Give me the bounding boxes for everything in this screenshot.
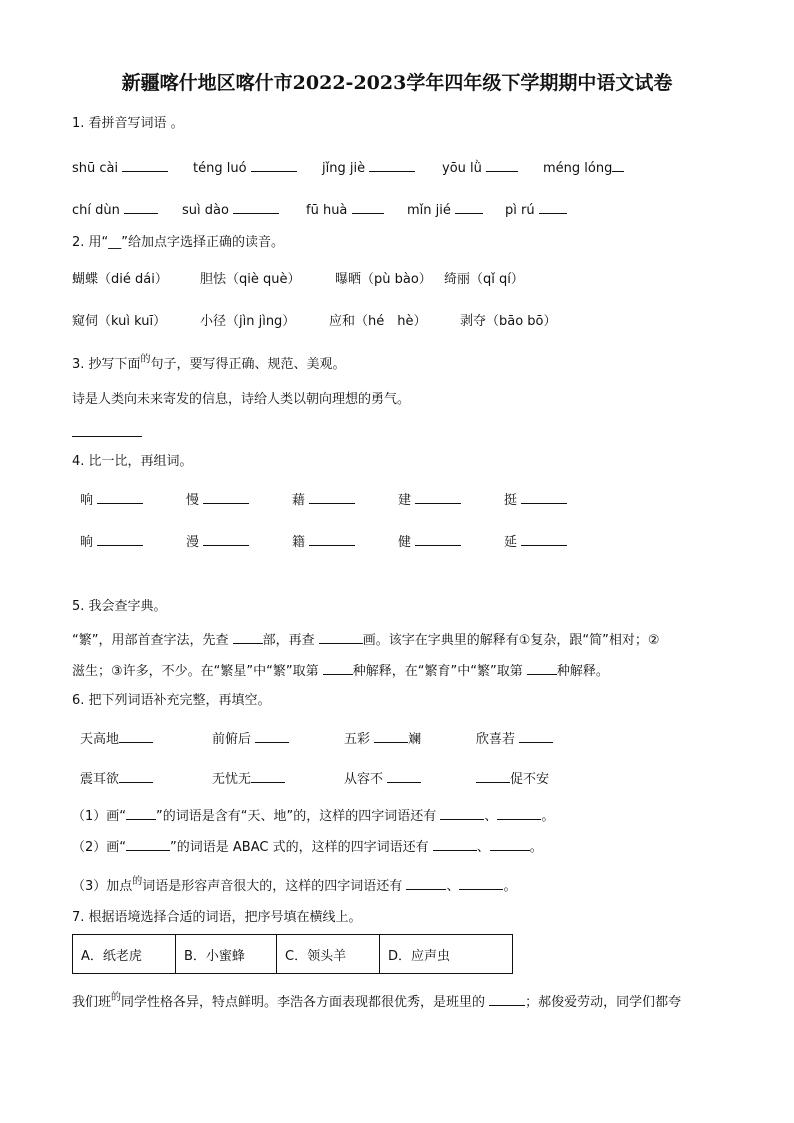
answer-blank[interactable] [490, 836, 530, 851]
answer-blank[interactable] [415, 531, 461, 546]
answer-blank[interactable] [119, 768, 153, 783]
answer-blank[interactable] [455, 199, 483, 214]
option-b[interactable]: B．小蜜蜂 [176, 935, 277, 974]
compare-item [80, 531, 143, 552]
pinyin-item [543, 157, 624, 178]
q2-label: 2. 用“__”给加点字选择正确的读音。 [72, 235, 285, 250]
pinyin-item [505, 199, 567, 220]
answer-blank[interactable] [459, 875, 503, 890]
reading-option[interactable]: 胆怯（qiè què） [200, 272, 301, 287]
q5-line-2 [72, 660, 609, 681]
q6-text: 词语是形容声音很大的，这样的四字词语还有 [142, 879, 403, 894]
q5-text: 种解释，在“繁育”中“繁”取第 [352, 664, 523, 679]
exam-title: 新疆喀什地区喀什市2022-2023学年四年级下学期期中语文试卷 [121, 72, 673, 94]
reading-option[interactable]: 应和（hé hè） [329, 314, 427, 329]
answer-blank[interactable] [233, 199, 279, 214]
option-c[interactable]: C．领头羊 [277, 935, 380, 974]
answer-blank[interactable] [97, 531, 143, 546]
idiom-item [344, 728, 421, 749]
reading-option[interactable]: 曝晒（pù bào） [335, 272, 432, 287]
idiom-text: 欣喜若 [476, 732, 516, 747]
idiom-text: 震耳欲 [80, 772, 120, 787]
q7-passage [72, 991, 681, 1013]
idiom-text: 从容不 [344, 772, 384, 787]
answer-blank[interactable] [433, 836, 477, 851]
compare-item [398, 531, 461, 552]
char: 健 [398, 535, 412, 550]
idiom-text: 斓 [408, 732, 422, 747]
answer-blank[interactable] [521, 531, 567, 546]
answer-blank[interactable] [406, 875, 446, 890]
q7-de: 的 [111, 992, 122, 1003]
reading-option[interactable]: 蝴蝶（dié dái） [72, 272, 168, 287]
answer-blank[interactable] [251, 768, 285, 783]
q6-text: 。 [529, 840, 543, 855]
q6-text: （1）画“ [72, 809, 127, 824]
q6-text: 、 [476, 840, 490, 855]
q4-label: 4. 比一比，再组词。 [72, 454, 193, 469]
answer-blank[interactable] [415, 489, 461, 504]
q3-label-text: 句子，要写得正确、规范、美观。 [150, 357, 346, 372]
compare-item [398, 489, 461, 510]
compare-item [504, 531, 567, 552]
answer-blank[interactable] [233, 629, 263, 644]
pinyin-text: méng lóng [543, 161, 613, 176]
pinyin-item [322, 157, 415, 178]
reading-option[interactable]: 窥伺（kuì kuī） [72, 314, 167, 329]
q6-sub-3 [72, 875, 516, 897]
answer-blank[interactable] [251, 157, 297, 172]
answer-blank[interactable] [440, 805, 484, 820]
char: 慢 [186, 493, 200, 508]
answer-blank[interactable] [203, 489, 249, 504]
char: 漫 [186, 535, 200, 550]
char: 挺 [504, 493, 518, 508]
answer-blank[interactable] [486, 157, 518, 172]
char: 藉 [292, 493, 306, 508]
idiom-item [212, 768, 285, 789]
pinyin-item [72, 157, 168, 178]
compare-item [80, 489, 143, 510]
pinyin-text: chí dùn [72, 203, 120, 218]
idiom-item [344, 768, 421, 789]
pinyin-text: pì rú [505, 203, 535, 218]
pinyin-text: yōu lǜ [442, 161, 482, 176]
option-a[interactable]: A．纸老虎 [73, 935, 176, 974]
answer-blank[interactable] [352, 199, 384, 214]
copy-answer-line[interactable] [72, 436, 142, 437]
q5-text: 滋生；③许多，不少。在“繁星”中“繁”取第 [72, 664, 319, 679]
idiom-text: 促不安 [510, 772, 550, 787]
compare-item [292, 489, 355, 510]
compare-item [186, 489, 249, 510]
pinyin-item [442, 157, 518, 178]
idiom-item [80, 728, 153, 749]
reading-option[interactable]: 小径（jìn jìng） [200, 314, 296, 329]
q3-label [72, 356, 346, 375]
q3-sentence: 诗是人类向未来寄发的信息，诗给人类以朝向理想的勇气。 [72, 392, 411, 407]
idiom-text: 五彩 [344, 732, 371, 747]
answer-blank[interactable] [309, 531, 355, 546]
answer-blank[interactable] [309, 489, 355, 504]
pinyin-item [72, 199, 158, 220]
q6-text: 、 [484, 809, 498, 824]
pinyin-text: fū huà [306, 203, 348, 218]
char: 建 [398, 493, 412, 508]
answer-blank[interactable] [527, 660, 557, 675]
pinyin-text: shū cài [72, 161, 119, 176]
q6-text: 。 [541, 809, 555, 824]
q6-text: ”的词语是含有“天、地”的，这样的四字词语还有 [156, 809, 437, 824]
options-table [72, 934, 513, 974]
pinyin-item [182, 199, 279, 220]
q1-label: 1. 看拼音写词语 。 [72, 116, 184, 131]
pinyin-text: mǐn jié [407, 203, 451, 218]
compare-item [292, 531, 355, 552]
compare-item [186, 531, 249, 552]
q5-text: 画。该字在字典里的解释有①复杂，跟“简”相对；② [362, 633, 660, 648]
char: 晌 [80, 535, 94, 550]
answer-blank[interactable] [124, 199, 158, 214]
q5-line-1 [72, 629, 660, 650]
pinyin-item [407, 199, 483, 220]
char: 籍 [292, 535, 306, 550]
q6-sub-2 [72, 836, 543, 857]
answer-blank[interactable] [119, 728, 153, 743]
pinyin-text: suì dào [182, 203, 229, 218]
answer-blank[interactable] [369, 157, 415, 172]
q7-text: 同学性格各异，特点鲜明。李浩各方面表现都很优秀，是班里的 [121, 995, 486, 1010]
q5-text: 种解释。 [556, 664, 609, 679]
idiom-text: 天高地 [80, 732, 120, 747]
q5-label: 5. 我会查字典。 [72, 599, 167, 614]
idiom-item [80, 768, 153, 789]
pinyin-item [306, 199, 384, 220]
idiom-item [212, 728, 289, 749]
pinyin-text: téng luó [193, 161, 247, 176]
reading-option[interactable]: 绮丽（qǐ qí） [444, 272, 524, 287]
q6-sub-1 [72, 805, 554, 826]
q6-de: 的 [132, 876, 143, 887]
answer-blank[interactable] [612, 157, 624, 172]
answer-blank[interactable] [97, 489, 143, 504]
answer-blank[interactable] [387, 768, 421, 783]
answer-blank[interactable] [319, 629, 363, 644]
q5-text: 部，再查 [262, 633, 315, 648]
answer-blank[interactable] [122, 157, 168, 172]
q7-label: 7. 根据语境选择合适的词语，把序号填在横线上。 [72, 910, 362, 925]
answer-blank[interactable] [203, 531, 249, 546]
answer-blank[interactable] [476, 768, 510, 783]
q5-text: “繁”，用部首查字法，先查 [72, 633, 229, 648]
q6-text: （3）加点 [72, 879, 133, 894]
q3-label-de: 的 [140, 354, 151, 365]
q7-text: ；郝俊爱劳动，同学们都夸 [525, 995, 682, 1010]
pinyin-text: jǐng jiè [322, 161, 366, 176]
q3-label-text: 3. 抄写下面 [72, 357, 141, 372]
answer-blank[interactable] [539, 199, 567, 214]
answer-blank[interactable] [255, 728, 289, 743]
char: 响 [80, 493, 94, 508]
underline-sample [126, 836, 170, 851]
answer-blank[interactable] [521, 489, 567, 504]
char: 延 [504, 535, 518, 550]
q7-text: 我们班 [72, 995, 112, 1010]
idiom-text: 无忧无 [212, 772, 252, 787]
reading-option[interactable]: 剥夺（bāo bō） [460, 314, 557, 329]
idiom-text: 前俯后 [212, 732, 252, 747]
q6-label: 6. 把下列词语补充完整，再填空。 [72, 693, 271, 708]
q6-text: （2）画“ [72, 840, 127, 855]
idiom-item [476, 768, 549, 789]
answer-blank[interactable] [374, 728, 408, 743]
underline-sample [126, 805, 156, 820]
answer-blank[interactable] [489, 991, 525, 1006]
option-d[interactable]: D．应声虫 [380, 935, 513, 974]
answer-blank[interactable] [519, 728, 553, 743]
pinyin-item [193, 157, 297, 178]
compare-item [504, 489, 567, 510]
q6-text: 。 [503, 879, 517, 894]
q6-text: 、 [446, 879, 460, 894]
idiom-item [476, 728, 553, 749]
answer-blank[interactable] [323, 660, 353, 675]
answer-blank[interactable] [497, 805, 541, 820]
q6-text: ”的词语是 ABAC 式的，这样的四字词语还有 [170, 840, 429, 855]
